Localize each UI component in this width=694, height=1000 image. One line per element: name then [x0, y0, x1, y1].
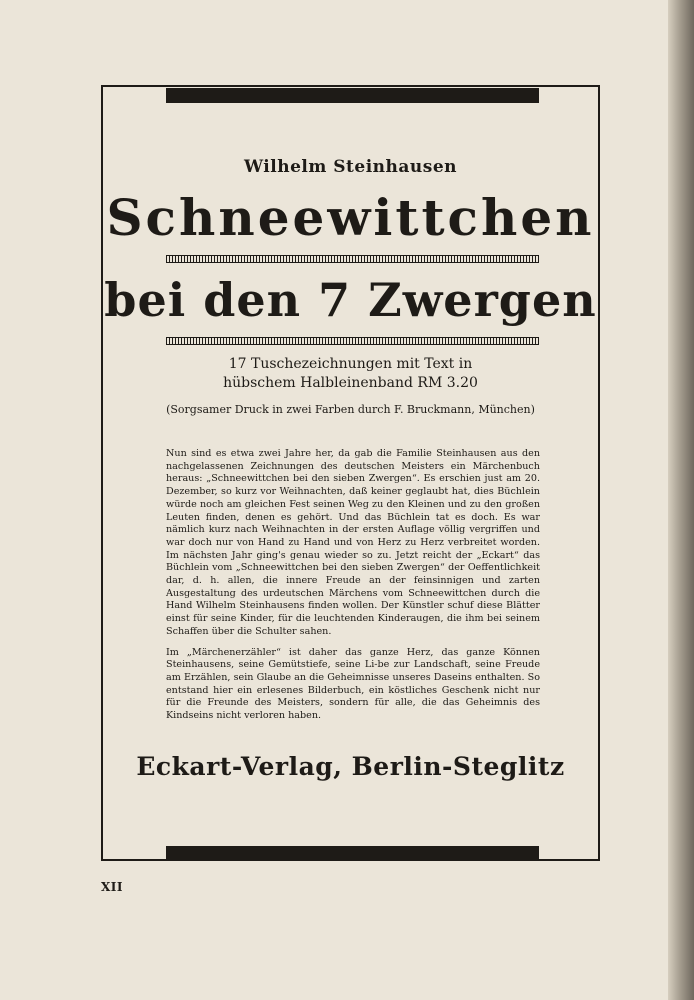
bottom-decorative-bar: [166, 846, 539, 861]
top-decorative-bar: [166, 88, 539, 103]
page-number: XII: [101, 880, 124, 894]
publisher-name: Eckart-Verlag, Berlin-Steglitz: [136, 752, 565, 781]
title-line-2: bei den 7 Zwergen: [104, 273, 597, 327]
body-paragraph: Nun sind es etwa zwei Jahre her, da gab die Familie Steinhausen aus den nachgelassenen Zeichnungen des deutschen Meisters ein Märchenbuch heraus: „Schneewittchen bei den sieben Zwergen“. Es erschien just am 20. Dezember, so kurz vor Weihnachten, daß keiner geglaubt hat, dies Büchlein würde noch am gleichen Fest seinen Weg zu den Kleinen und zu den großen Leuten finden, denen es gehört. Und das Büchlein tat es doch. Es war nämlich kurz nach Weihnachten in der ersten Auflage völlig vergriffen und war doch nur von Hand zu Hand und von Herz zu Herz verbreitet worden. Im nächsten Jahr ging's genau wieder so zu. Jetzt reicht der „Eckart“ das Büchlein vom „Schneewittchen bei den sieben Zwergen“ der Oeffentlichkeit dar, d. h. allen, die innere Freude an der feinsinnigen und zarten Ausgestaltung des urdeutschen Märchens vom Schneewittchen durch die Hand Wilhelm Steinhausens finden wollen. Der Künstler schuf diese Blätter einst für seine Kinder, für die leuchtenden Kinderaugen, die ihm bei seinem Schaffen über die Schulter sahen.: [166, 448, 540, 637]
body-text: [166, 448, 540, 731]
hatched-rule-1: [166, 255, 539, 263]
body-paragraph: Im „Märchenerzähler“ ist daher das ganze Herz, das ganze Können Steinhausens, seine Gemütstiefe, seine Li-be zur Landschaft, seine Freude am Erzählen, sein Glaube an die Geheimnisse unseres Daseins enthalten. So entstand hier ein erlesenes Bilderbuch, ein köstliches Geschenk nicht nur für die Freunde des Meisters, sondern für alle, die das Geheimnis des Kindseins nicht verloren haben.: [166, 646, 540, 722]
title-line-1: Schneewittchen: [106, 188, 595, 247]
print-note: (Sorgsamer Druck in zwei Farben durch F. Bruckmann, München): [166, 403, 535, 416]
hatched-rule-2: [166, 337, 539, 345]
subtitle-line-1: 17 Tuschezeichnungen mit Text in: [228, 356, 473, 372]
author-name: Wilhelm Steinhausen: [244, 157, 457, 177]
subtitle-line-2: hübschem Halbleinenband RM 3.20: [223, 375, 478, 391]
page-edge: [668, 0, 694, 1000]
